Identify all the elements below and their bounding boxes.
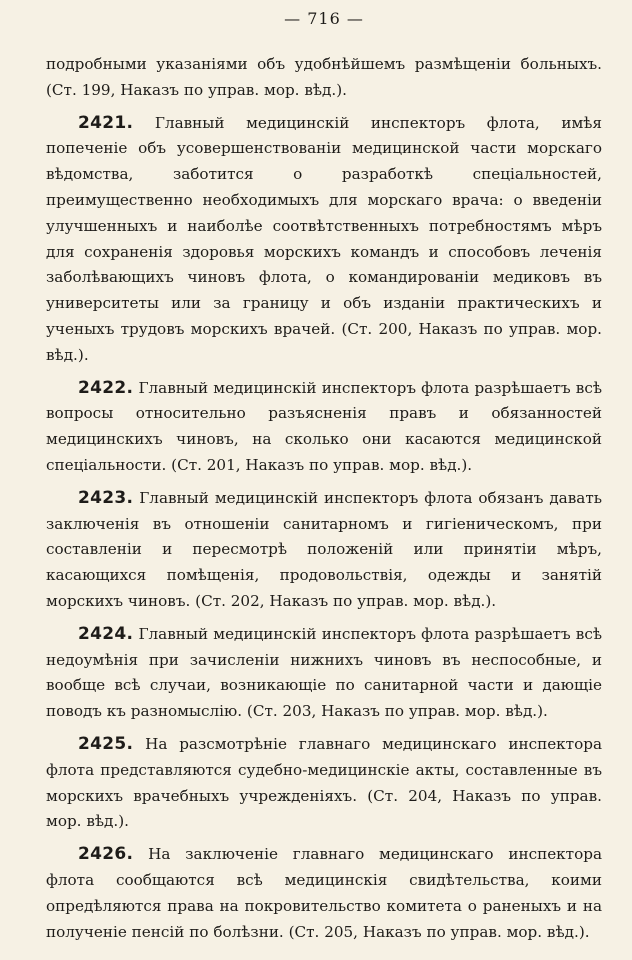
article-number: 2421.	[78, 112, 134, 133]
article-2422	[46, 376, 602, 479]
article-2423	[46, 486, 602, 615]
page-number: — 716 —	[284, 9, 364, 28]
article-2426	[46, 842, 602, 945]
article-number: 2423.	[78, 487, 134, 508]
article-text: Главный медицинскій инспекторъ флота, имѣя попеченіе объ усовершенствованіи медицинской части морскаго вѣдомства, заботится о разработкѣ спеціальностей, преимущественно необходимыхъ для морскаго врача: о введеніи улучшенныхъ и наиболѣе соотвѣтственныхъ потребностямъ мѣръ для сохраненія здоровья морскихъ командъ и способовъ леченія заболѣвающихъ чиновъ флота, о командированіи медиковъ въ университеты или за границу и объ изданіи практическихъ и ученыхъ трудовъ морскихъ врачей. (Ст. 200, Наказъ по управ. мор. вѣд.).	[46, 113, 602, 364]
article-2425	[46, 732, 602, 835]
article-number: 2422.	[78, 377, 134, 398]
article-text: На разсмотрѣніе главнаго медицинскаго инспектора флота представляются судебно-медицинскіе акты, составленные въ морскихъ врачебныхъ учрежденіяхъ. (Ст. 204, Наказъ по управ. мор. вѣд.).	[46, 734, 602, 831]
article-text: Главный медицинскій инспекторъ флота обязанъ давать заключенія въ отношеніи санитарномъ и гигіеническомъ, при составленіи и пересмотрѣ положеній или принятіи мѣръ, касающихся помѣщенія, продовольствія, одежды и занятій морскихъ чиновъ. (Ст. 202, Наказъ по управ. мор. вѣд.).	[46, 488, 602, 610]
article-2424	[46, 622, 602, 725]
article-text: Главный медицинскій инспекторъ флота разрѣшаетъ всѣ недоумѣнія при зачисленіи нижнихъ чиновъ въ неспособные, и вообще всѣ случаи, возникающіе по санитарной части и дающіе поводъ къ разномыслію. (Ст. 203, Наказъ по управ. мор. вѣд.).	[46, 624, 602, 721]
article-number: 2426.	[78, 844, 134, 865]
article-text: На заключеніе главнаго медицинскаго инспектора флота сообщаются всѣ медицинскія свидѣтельства, коими опредѣляются права на покровительство комитета о раненыхъ и на полученіе пенсій по болѣзни. (Ст. 205, Наказъ по управ. мор. вѣд.).	[46, 845, 602, 941]
article-2421	[46, 111, 602, 369]
continuation-paragraph: подробными указаніями объ удобнѣйшемъ размѣщеніи больныхъ. (Ст. 199, Наказъ по управ. мор. вѣд.).	[46, 55, 602, 99]
article-number: 2424.	[78, 623, 134, 644]
article-text: Главный медицинскій инспекторъ флота разрѣшаетъ всѣ вопросы относительно разъясненія правъ и обязанностей медицинскихъ чиновъ, на сколько они касаются медицинской спеціальности. (Ст. 201, Наказъ по управ. мор. вѣд.).	[46, 378, 602, 474]
article-number: 2425.	[78, 733, 134, 754]
